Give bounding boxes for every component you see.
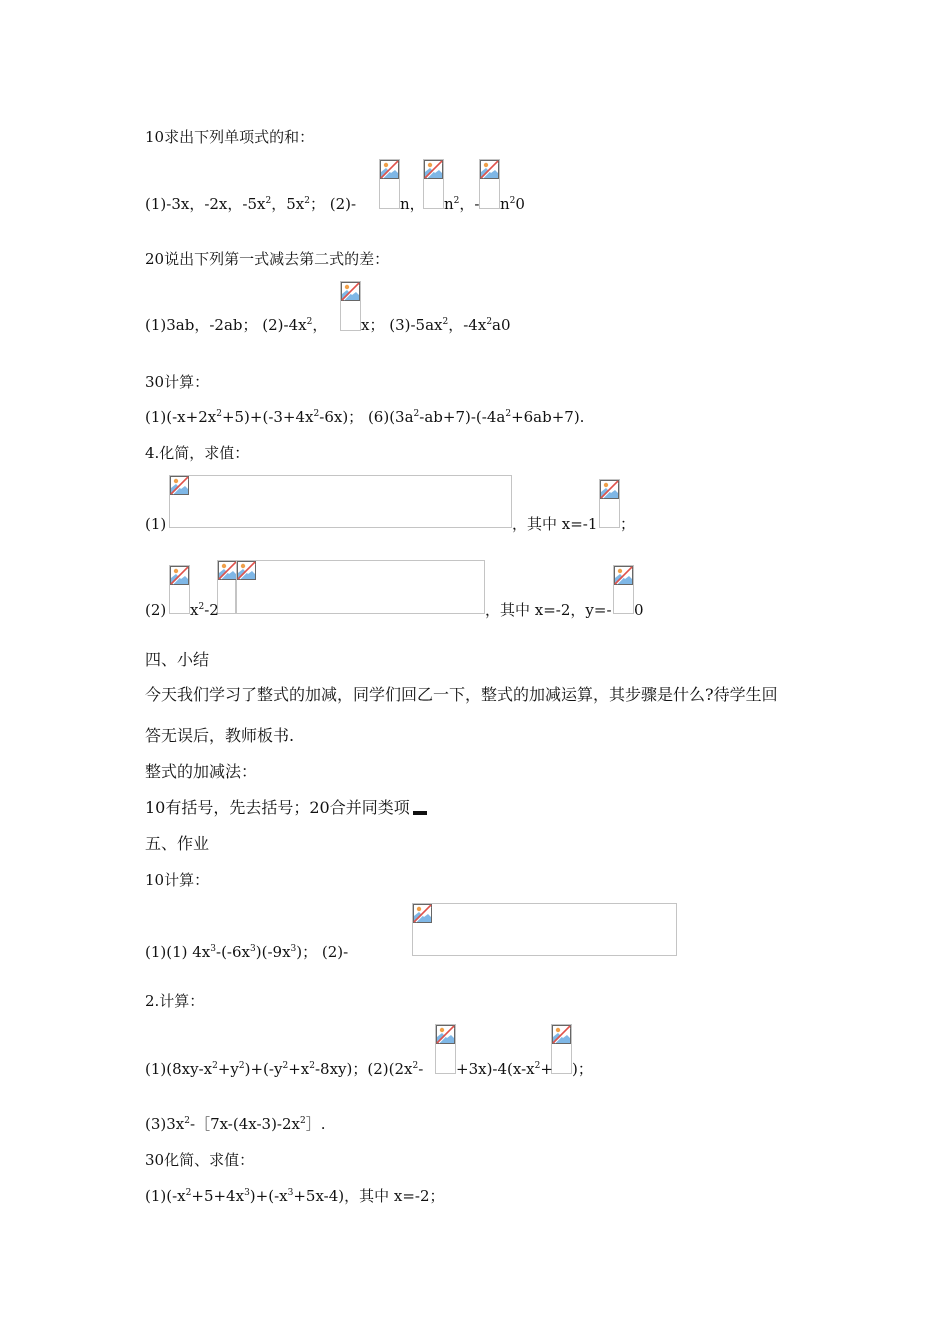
formula-placeholder bbox=[379, 159, 400, 209]
broken-image-icon bbox=[413, 904, 432, 923]
q4-line1-condition: ，其中 x=-1 bbox=[512, 515, 598, 533]
broken-image-icon bbox=[170, 566, 189, 585]
summary-heading: 四、小结 bbox=[145, 650, 210, 669]
formula-placeholder bbox=[613, 565, 634, 614]
hw-q2-expression: $(1)(8xy-x^2+y^2)+(-y^2+x^2-8xy)$；$(2)(2x^2-$ bbox=[145, 1060, 424, 1078]
q4-line2-end: 0 bbox=[634, 601, 644, 619]
formula-placeholder bbox=[551, 1024, 572, 1074]
q1-expression-part: $n^2$，- bbox=[444, 195, 480, 213]
q3-title: 30计算： bbox=[145, 373, 210, 391]
rule-line: 10有括号，先去括号；20合并同类项 bbox=[145, 798, 410, 817]
q3-expression: $(1)(-x+2x^2+5)+(-3+4x^2-6x)$； $(6)(3a^2-ab+7)-(-4a^2+6ab+7)$. bbox=[145, 408, 585, 426]
formula-placeholder bbox=[169, 475, 512, 528]
hw-q2-line3: $(3)3x^2-[7x-(4x-3)-2x^2]$. bbox=[145, 1115, 326, 1133]
q1-expression-part: $n^20$ bbox=[500, 195, 525, 213]
hw-q1-expression: (1)(1) $4x^3-(-6x^3)(-9x^3)$； (2)- bbox=[145, 943, 349, 961]
formula-placeholder bbox=[236, 560, 485, 614]
q4-line1-end: ； bbox=[620, 515, 636, 533]
summary-paragraph-line2: 答无误后，教师板书. bbox=[145, 726, 295, 745]
q2-title: 20说出下列第一式减去第二式的差： bbox=[145, 250, 390, 268]
broken-image-icon bbox=[170, 476, 189, 495]
broken-image-icon bbox=[218, 561, 237, 580]
broken-image-icon bbox=[341, 282, 360, 301]
q4-line2-label: (2) bbox=[145, 601, 167, 619]
q4-line1-label: (1) bbox=[145, 515, 167, 533]
broken-image-icon bbox=[600, 480, 619, 499]
broken-image-icon bbox=[552, 1025, 571, 1044]
broken-image-icon bbox=[424, 160, 443, 179]
formula-placeholder bbox=[412, 903, 677, 956]
formula-placeholder bbox=[479, 159, 500, 209]
q1-title: 10求出下列单项式的和： bbox=[145, 128, 315, 146]
broken-image-icon bbox=[380, 160, 399, 179]
text-cursor-mark bbox=[413, 811, 427, 815]
formula-placeholder bbox=[423, 159, 444, 209]
q2-expression-part: x； $(3)-5ax^2$，$-4x^2a0$ bbox=[361, 316, 511, 334]
q4-line2-condition: ，其中 x=-2，y=- bbox=[485, 601, 612, 619]
hw-q2-title: 2.计算： bbox=[145, 992, 205, 1010]
broken-image-icon bbox=[237, 561, 256, 580]
hw-q1-title: 10计算： bbox=[145, 871, 210, 889]
formula-placeholder bbox=[217, 560, 236, 614]
broken-image-icon bbox=[614, 566, 633, 585]
hw-q3-title: 30化简、求值： bbox=[145, 1151, 255, 1169]
homework-heading: 五、作业 bbox=[145, 834, 210, 853]
q1-expression: (1)-3x，-2x，$-5x^2$，$5x^2$； (2)- bbox=[145, 195, 357, 213]
summary-paragraph-line1: 今天我们学习了整式的加减，同学们回乙一下，整式的加减运算，其步骤是什么?待学生回 bbox=[145, 685, 778, 704]
hw-q2-expression-end: )； bbox=[572, 1060, 593, 1078]
broken-image-icon bbox=[436, 1025, 455, 1044]
q1-expression-part: n， bbox=[400, 195, 425, 213]
q4-line2-expression: $x^2-2$ bbox=[190, 601, 219, 619]
formula-placeholder bbox=[599, 479, 620, 528]
q2-expression: (1)3ab，-2ab； $(2)-4x^2$， bbox=[145, 316, 328, 334]
q4-title: 4.化简，求值： bbox=[145, 444, 250, 462]
broken-image-icon bbox=[480, 160, 499, 179]
rule-title: 整式的加减法： bbox=[145, 762, 258, 781]
formula-placeholder bbox=[340, 281, 361, 331]
formula-placeholder bbox=[435, 1024, 456, 1074]
hw-q3-expression: $(1)(-x^2+5+4x^3)+(-x^3+5x-4)$，其中 x=-2； bbox=[145, 1187, 445, 1205]
hw-q2-expression-part: $+3x)-4(x-x^2+$ bbox=[456, 1060, 553, 1078]
formula-placeholder bbox=[169, 565, 190, 614]
